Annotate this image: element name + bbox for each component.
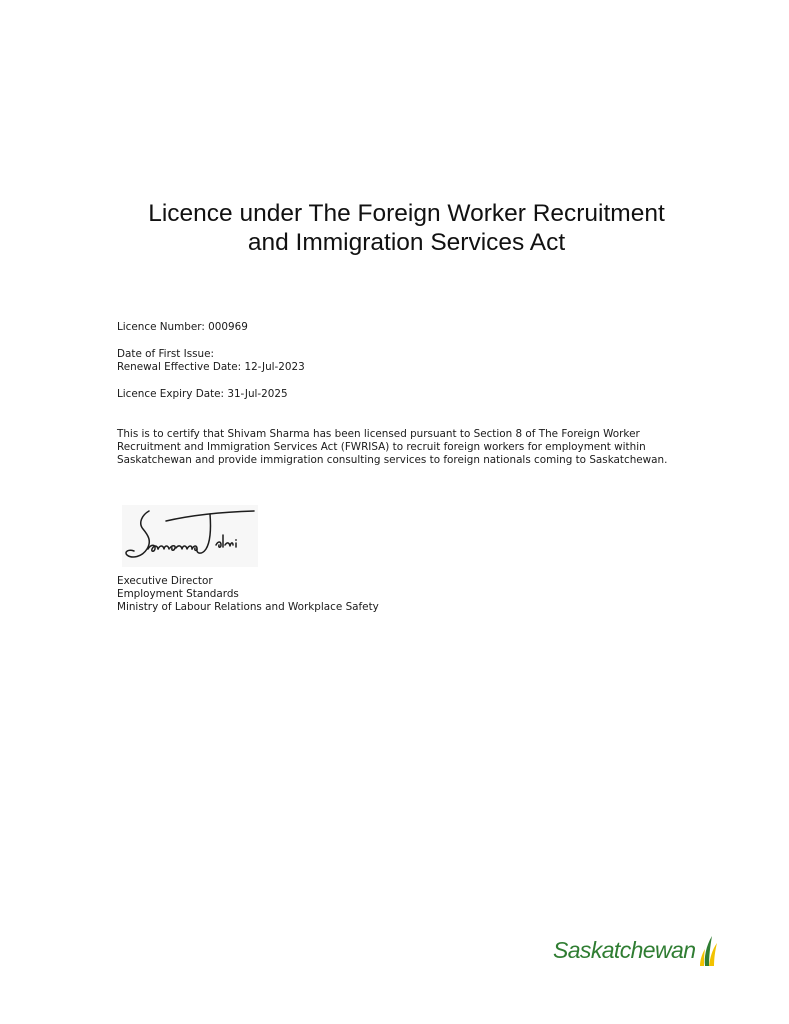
signatory-block xyxy=(117,575,379,614)
licence-expiry-date: Licence Expiry Date: 31-Jul-2025 xyxy=(117,388,288,400)
certification-line-2: Recruitment and Immigration Services Act (FWRISA) to recruit foreign workers for employment within xyxy=(117,441,646,453)
signatory-department: Employment Standards xyxy=(117,588,239,600)
licence-number: Licence Number: 000969 xyxy=(117,321,248,333)
logo-wordmark: Saskatchewan xyxy=(553,937,696,963)
signature-image xyxy=(122,505,258,567)
page-title xyxy=(60,199,753,257)
renewal-effective-date: Renewal Effective Date: 12-Jul-2023 xyxy=(117,361,305,373)
saskatchewan-logo xyxy=(553,933,723,969)
signatory-title: Executive Director xyxy=(117,575,213,587)
licence-dates xyxy=(117,348,305,374)
signatory-ministry: Ministry of Labour Relations and Workplace Safety xyxy=(117,601,379,613)
date-of-first-issue: Date of First Issue: xyxy=(117,348,214,360)
certification-line-3: Saskatchewan and provide immigration consulting services to foreign nationals coming to Saskatchewan. xyxy=(117,454,668,466)
wheat-icon xyxy=(695,933,719,967)
title-line-1: Licence under The Foreign Worker Recruitment xyxy=(148,200,665,227)
title-line-2: and Immigration Services Act xyxy=(247,229,566,256)
certification-paragraph xyxy=(117,428,667,467)
certification-line-1: This is to certify that Shivam Sharma has been licensed pursuant to Section 8 of The Foreign Worker xyxy=(117,428,640,440)
